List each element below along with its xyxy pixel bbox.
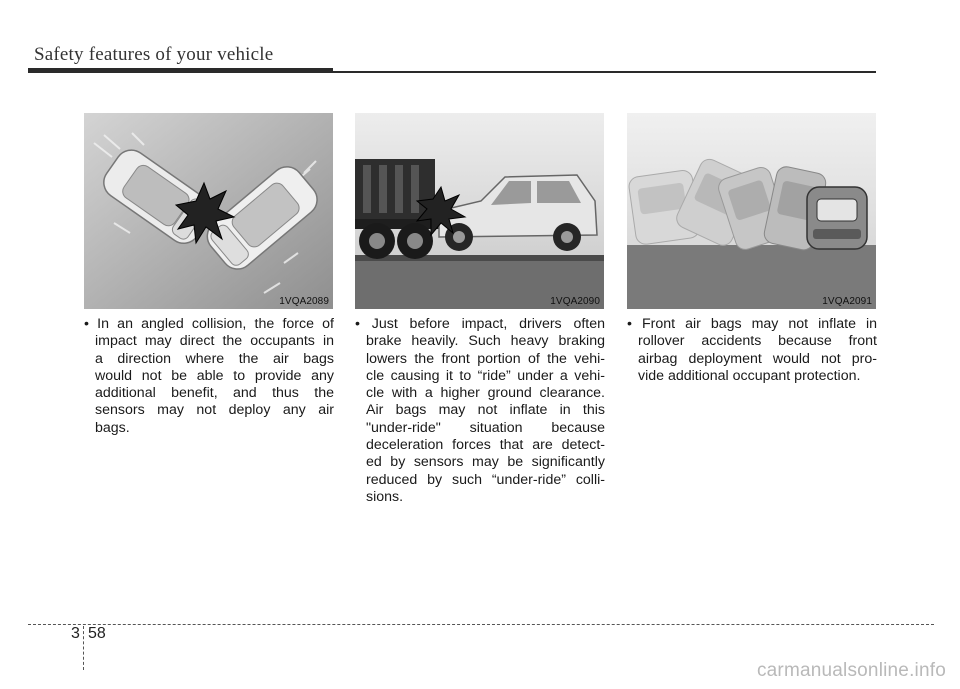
text-line: sions. bbox=[366, 488, 404, 505]
text-line: bags. bbox=[95, 419, 130, 436]
figure-rollover bbox=[627, 113, 876, 309]
text-line: cle with a higher ground clearance. bbox=[366, 385, 605, 402]
text-line: • In an angled collision, the force of bbox=[84, 316, 334, 332]
header-rule-thick bbox=[28, 68, 333, 73]
paragraph-under-ride bbox=[355, 316, 605, 506]
figure-code: 1VQA2089 bbox=[279, 296, 329, 307]
text-line: brake heavily. Such heavy braking bbox=[366, 333, 605, 350]
chapter-number: 3 bbox=[71, 625, 80, 642]
text-line: "under-ride" situation because bbox=[366, 419, 605, 436]
rollover-illustration bbox=[627, 113, 876, 309]
text-line: reduced by such “under-ride” colli- bbox=[366, 471, 605, 488]
footer-divider bbox=[83, 626, 84, 670]
text-line: ed by sensors may be significantly bbox=[366, 454, 605, 471]
header-rule-thin bbox=[333, 71, 876, 73]
watermark-text: carmanualsonline.info bbox=[756, 660, 946, 681]
text-line: • Just before impact, drivers often bbox=[355, 316, 605, 332]
figure-under-ride bbox=[355, 113, 604, 309]
text-line: lowers the front portion of the vehi- bbox=[366, 350, 605, 367]
text-line: Air bags may not inflate in this bbox=[366, 402, 605, 419]
section-title: Safety features of your vehicle bbox=[34, 44, 274, 65]
angled-collision-illustration bbox=[84, 113, 333, 309]
page-number: 58 bbox=[88, 625, 106, 642]
figure-angled-collision bbox=[84, 113, 333, 309]
figure-code: 1VQA2091 bbox=[822, 296, 872, 307]
text-line: would not be able to provide any bbox=[95, 367, 334, 384]
text-line: airbag deployment would not pro- bbox=[638, 350, 877, 367]
text-line: cle causing it to “ride” under a vehi- bbox=[366, 367, 605, 384]
figure-code: 1VQA2090 bbox=[550, 296, 600, 307]
text-line: rollover accidents because front bbox=[638, 333, 877, 350]
footer-rule bbox=[28, 624, 934, 625]
text-line: impact may direct the occupants in bbox=[95, 333, 334, 350]
text-line: deceleration forces that are detect- bbox=[366, 437, 605, 454]
text-line: a direction where the air bags bbox=[95, 350, 334, 367]
text-line: • Front air bags may not inflate in bbox=[627, 316, 877, 332]
text-line: vide additional occupant protection. bbox=[638, 367, 861, 384]
text-line: sensors may not deploy any air bbox=[95, 402, 334, 419]
paragraph-rollover bbox=[627, 316, 877, 385]
text-line: additional benefit, and thus the bbox=[95, 385, 334, 402]
paragraph-angled-collision bbox=[84, 316, 334, 437]
under-ride-illustration bbox=[355, 113, 604, 309]
